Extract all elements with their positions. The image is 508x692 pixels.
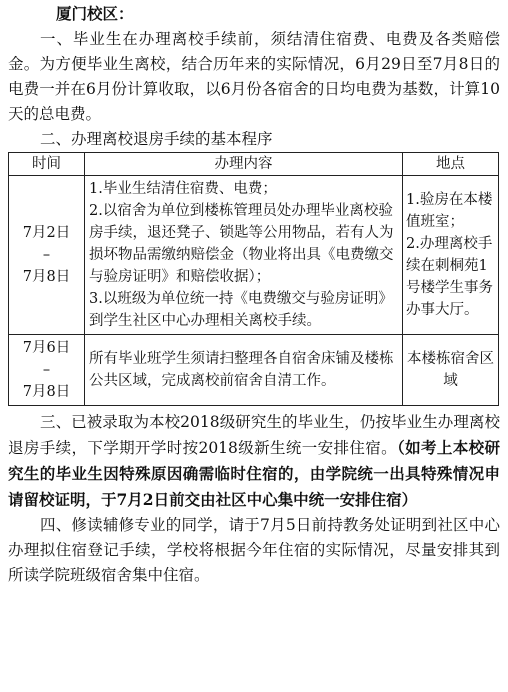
row1-time-cell [9,176,85,335]
table-header-row [9,153,499,176]
header-place: 地点 [403,153,499,176]
row1-time-start: 7月2日 [22,225,71,241]
table-row [9,176,499,335]
row2-content-cell: 所有毕业班学生须请扫整理各自宿舍床铺及楼栋公共区域，完成离校前宿舍自清工作。 [85,335,403,406]
table-row [9,335,499,406]
section-4-paragraph: 四、修读辅修专业的同学，请于7月5日前持教务处证明到社区中心办理拟住宿登记手续，学校将根据今年住宿的实际情况，尽量安排其到所读学院班级宿舍集中住宿。 [8,516,500,584]
row1-item-3: 3.以班级为单位统一持《电费缴交与验房证明》到学生社区中心办理相关离校手续。 [89,291,393,329]
section-3-bold-text: （如考上本校研究生的毕业生因特殊原因确需临时住宿的，由学院统一出具特殊情况申请留校证明，于7月2日前交由社区中心集中统一安排住宿） [8,438,500,509]
row2-time-end: 7月8日 [22,384,71,400]
section-3-normal-text: 三、已被录取为本校2018级研究生的毕业生，仍按毕业生办理离校退房手续，下学期开学时按2018级新生统一安排住宿。 [8,413,500,457]
row1-time-end: 7月8日 [22,269,71,285]
row1-content-cell [85,176,403,335]
row2-place-cell: 本楼栋宿舍区域 [403,335,499,406]
section-1-paragraph: 一、毕业生在办理离校手续前，须结清住宿费、电费及各类赔偿金。为方便毕业生离校，结合历年来的实际情况，6月29日至7月8日的电费一并在6月份计算收取，以6月份各宿舍的日均电费为基数，计算10天的总电费。 [8,30,500,123]
procedure-table [8,152,499,406]
row2-time-start: 7月6日 [22,340,71,356]
campus-heading: 厦门校区： [56,4,134,23]
row1-item-2: 2.以宿舍为单位到楼栋管理员处办理毕业离校验房手续，退还凳子、锁匙等公用物品，若有人为损坏物品需缴纳赔偿金（物业将出具《电费缴交与验房证明》和赔偿收据）； [89,203,394,285]
row1-place-2: 2.办理离校手续在刺桐苑1号楼学生事务办事大厅。 [406,236,493,318]
row1-item-1: 1.毕业生结清住宿费、电费； [89,181,277,197]
row2-time-dash: – [42,362,51,378]
row1-time-dash: – [42,247,51,263]
row2-time-cell [9,335,85,406]
section-2-title: 二、办理离校退房手续的基本程序 [40,130,273,148]
row1-place-cell [403,176,499,335]
row1-place-1: 1.验房在本楼值班室； [406,192,493,230]
header-time: 时间 [9,153,85,176]
section-3-paragraph [8,410,500,513]
header-content: 办理内容 [85,153,403,176]
